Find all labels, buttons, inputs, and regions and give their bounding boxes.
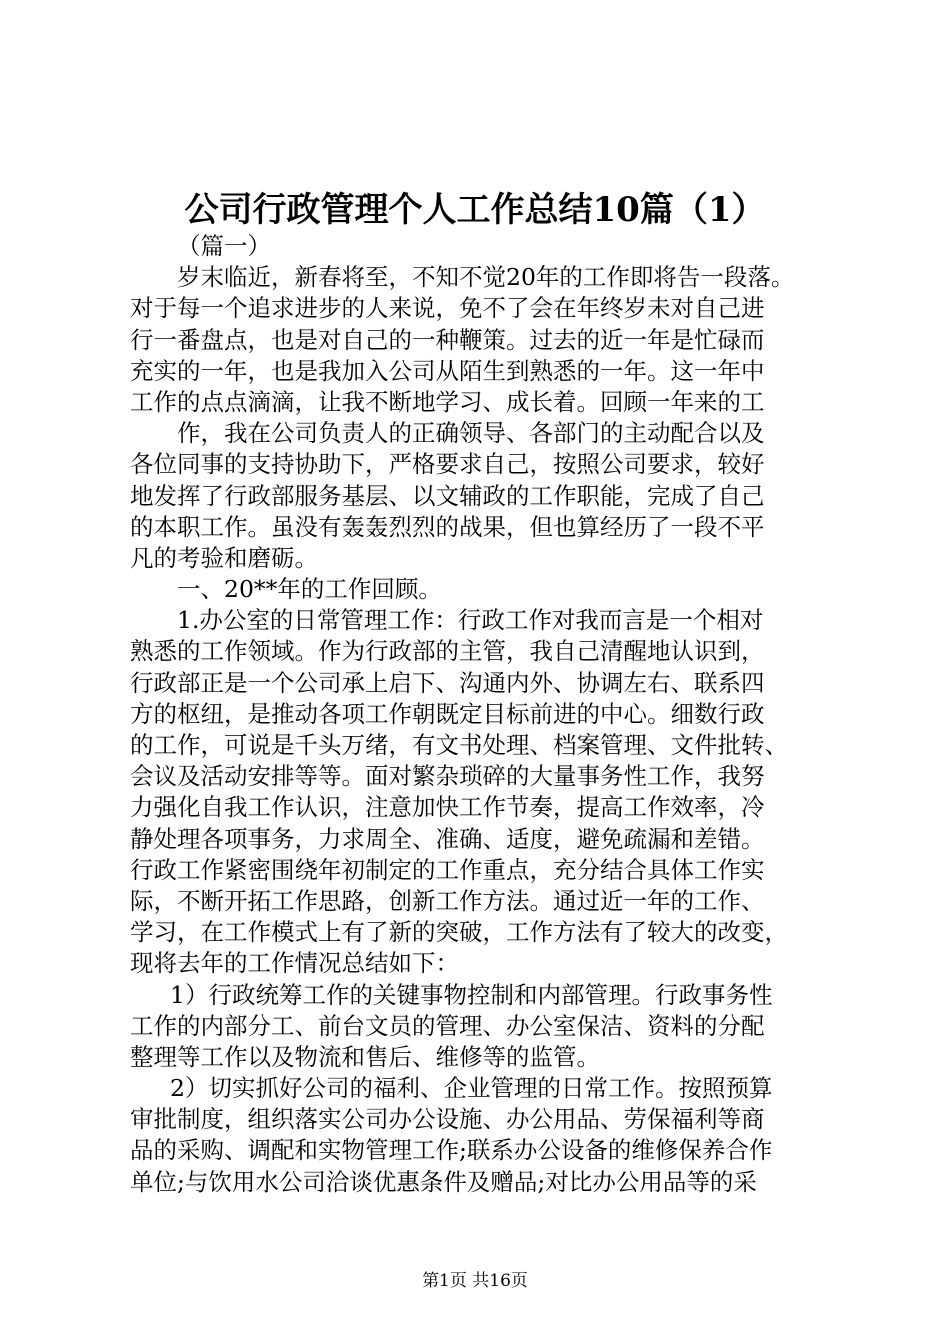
text-line: 熟悉的工作领域。作为行政部的主管，我自己清醒地认识到，: [130, 637, 765, 666]
text-line: 工作的内部分工、前台文员的管理、办公室保洁、资料的分配: [130, 1011, 765, 1040]
text-line: 力强化自我工作认识，注意加快工作节奏，提高工作效率，冷: [130, 793, 765, 822]
page-number: 第1页 共16页: [422, 1271, 528, 1291]
text-line: 品的采购、调配和实物管理工作;联系办公设备的维修保养合作: [130, 1136, 773, 1165]
text-line: 充实的一年，也是我加入公司从陌生到熟悉的一年。这一年中: [130, 356, 765, 385]
text-line: 学习，在工作模式上有了新的突破，工作方法有了较大的改变，: [130, 918, 788, 947]
text-line: 工作的点点滴滴，让我不断地学习、成长着。回顾一年来的工: [130, 387, 765, 416]
text-line: 际，不断开拓工作思路，创新工作方法。通过近一年的工作、: [130, 886, 765, 915]
text-line: 静处理各项事务，力求周全、准确、适度，避免疏漏和差错。: [130, 824, 765, 853]
text-line: 2）切实抓好公司的福利、企业管理的日常工作。按照预算: [170, 1074, 773, 1103]
text-line: 的工作，可说是千头万绪，有文书处理、档案管理、文件批转、: [130, 731, 788, 759]
text-line: 对于每一个追求进步的人来说，免不了会在年终岁未对自己进: [130, 294, 765, 323]
text-line: 的本职工作。虽没有轰轰烈烈的战果，但也算经历了一段不平: [130, 512, 765, 541]
section-heading: 一、20**年的工作回顾。: [177, 575, 442, 604]
text-line: 方的枢纽，是推动各项工作朝既定目标前进的中心。细数行政: [130, 699, 765, 728]
text-line: 1.办公室的日常管理工作：行政工作对我而言是一个相对: [177, 606, 764, 635]
text-line: 审批制度，组织落实公司办公设施、办公用品、劳保福利等商: [130, 1105, 765, 1134]
document-body: [130, 231, 835, 1198]
text-line: 1）行政统筹工作的关键事物控制和内部管理。行政事务性: [170, 980, 773, 1009]
text-line: 整理等工作以及物流和售后、维修等的监管。: [130, 1042, 600, 1071]
text-line: 行一番盘点，也是对自己的一种鞭策。过去的近一年是忙碌而: [130, 325, 765, 354]
text-line: 单位;与饮用水公司洽谈优惠条件及赠品;对比办公用品等的采: [130, 1167, 757, 1196]
text-line: 行政工作紧密围绕年初制定的工作重点，充分结合具体工作实: [130, 855, 765, 884]
text-line: 行政部正是一个公司承上启下、沟通内外、协调左右、联系四: [130, 668, 765, 697]
text-line: 各位同事的支持协助下，严格要求自己，按照公司要求，较好: [130, 450, 765, 479]
text-line: 地发挥了行政部服务基层、以文辅政的工作职能，完成了自己: [130, 481, 765, 510]
text-line: 凡的考验和磨砺。: [130, 543, 318, 572]
text-line: 现将去年的工作情况总结如下：: [130, 949, 459, 978]
section-label: （篇一）: [177, 232, 271, 260]
document-title: 公司行政管理个人工作总结10篇（1）: [184, 190, 766, 230]
text-line: 会议及活动安排等等。面对繁杂琐碎的大量事务性工作，我努: [130, 762, 765, 791]
text-line: 岁末临近，新春将至，不知不觉20年的工作即将告一段落。: [177, 263, 795, 292]
text-line: 作，我在公司负责人的正确领导、各部门的主动配合以及: [177, 419, 765, 448]
